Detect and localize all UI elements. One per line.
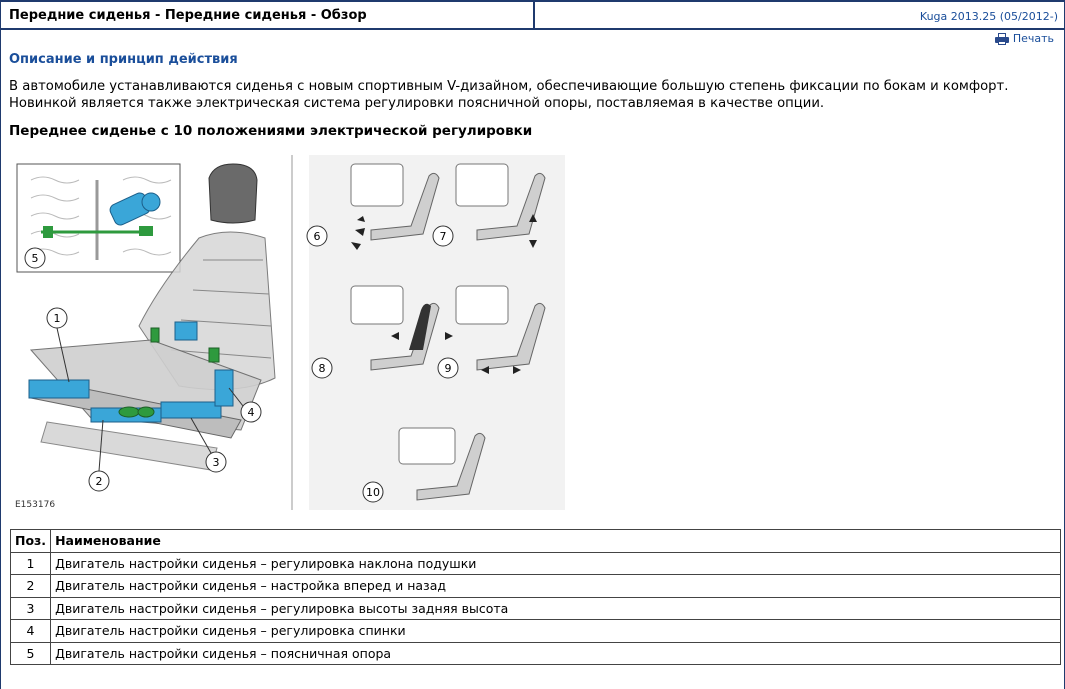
column-header-pos: Поз.	[11, 530, 51, 553]
row-number: 5	[11, 642, 51, 665]
recline-motor	[215, 370, 233, 406]
callout-6: 6	[313, 230, 321, 243]
callout-3: 3	[212, 456, 220, 469]
rear-height-motor	[161, 402, 221, 418]
callout-5: 5	[31, 252, 39, 265]
callout-7: 7	[439, 230, 447, 243]
row-number: 3	[11, 597, 51, 620]
table-row	[11, 642, 1061, 665]
table-row	[11, 620, 1061, 643]
row-number: 2	[11, 575, 51, 598]
page-header	[1, 0, 1064, 30]
callout-2: 2	[95, 475, 103, 488]
figure-code: E153176	[15, 500, 56, 510]
row-name: Двигатель настройки сиденья – настройка вперед и назад	[51, 575, 1061, 598]
row-name: Двигатель настройки сиденья – поясничная опора	[51, 642, 1061, 665]
callout-9: 9	[444, 362, 452, 375]
callout-4: 4	[247, 406, 255, 419]
table-header-row	[11, 530, 1061, 553]
table-row	[11, 575, 1061, 598]
printer-icon	[995, 33, 1009, 45]
callout-8: 8	[318, 362, 326, 375]
seat-illustration	[11, 150, 571, 515]
print-button[interactable]	[995, 32, 1054, 45]
row-number: 4	[11, 620, 51, 643]
callout-10: 10	[366, 486, 380, 499]
figure-heading: Переднее сиденье с 10 положениями электрической регулировки	[9, 123, 533, 139]
row-number: 1	[11, 552, 51, 575]
page-title: Передние сиденья - Передние сиденья - Обзор	[1, 2, 535, 28]
column-header-name: Наименование	[51, 530, 1061, 553]
row-name: Двигатель настройки сиденья – регулировка высоты задняя высота	[51, 597, 1061, 620]
row-name: Двигатель настройки сиденья – регулировка спинки	[51, 620, 1061, 643]
table-row	[11, 597, 1061, 620]
lumbar-motor-small	[175, 322, 197, 340]
parts-table	[10, 529, 1061, 665]
print-label: Печать	[1012, 32, 1054, 45]
section-heading: Описание и принцип действия	[9, 52, 238, 67]
model-label: Kuga 2013.25 (05/2012-)	[919, 10, 1058, 23]
section-description: В автомобиле устанавливаются сиденья с новым спортивным V-дизайном, обеспечивающие большую степень фиксации по бокам и комфорт. Новинкой является также электрическая система регулировки поясничной опоры, поставляемая в качестве опции.	[9, 79, 1009, 111]
table-row	[11, 552, 1061, 575]
callout-1: 1	[53, 312, 61, 325]
cushion-tilt-motor	[29, 380, 89, 398]
headrest	[209, 164, 257, 223]
row-name: Двигатель настройки сиденья – регулировка наклона подушки	[51, 552, 1061, 575]
